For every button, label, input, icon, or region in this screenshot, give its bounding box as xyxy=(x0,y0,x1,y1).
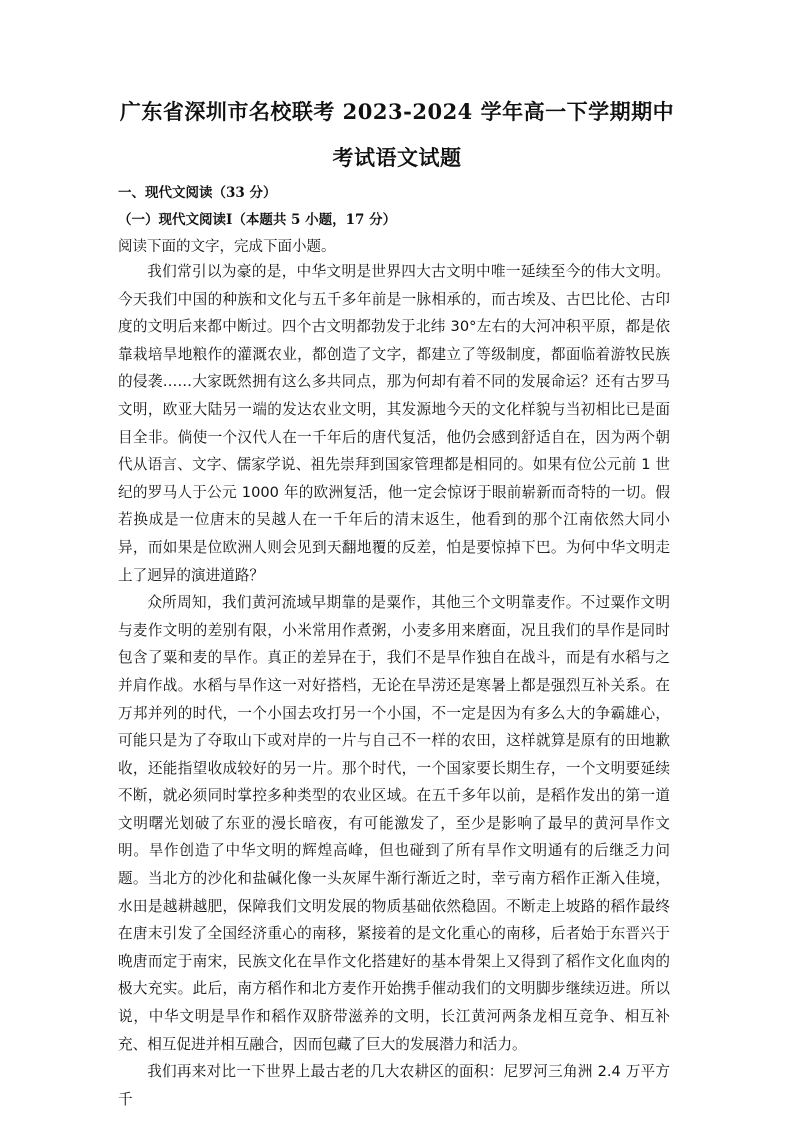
subsection-heading: （一）现代文阅读Ⅰ（本题共 5 小题，17 分） xyxy=(118,212,397,228)
passage-paragraph: 众所周知，我们黄河流域早期靠的是粟作，其他三个文明靠麦作。不过粟作文明与麦作文明的差别有限，小米常用作煮粥，小麦多用来磨面，况且我们的旱作是同时包含了粟和麦的旱作。真正的差异在于，我们不是旱作独自在战斗，而是有水稻与之并肩作战。水稻与旱作这一对好搭档，无论在旱涝还是寒暑上都是强烈互补关系。在万邦并列的时代，一个小国去攻打另一个小国，不一定是因为有多么大的争霸雄心，可能只是为了夺取山下或对岸的一片与自己不一样的农田，这样就算是原有的田地歉收，还能指望收成较好的另一片。那个时代，一个国家要长期生存，一个文明要延续不断，就必须同时掌控多种类型的农业区域。在五千多年以前，是稻作发出的第一道文明曙光划破了东亚的漫长暗夜，有可能激发了，至少是影响了最早的黄河旱作文明。旱作创造了中华文明的辉煌高峰，但也碰到了所有旱作文明通有的后继乏力问题。当北方的沙化和盐碱化像一头灰犀牛渐行渐近之时，幸亏南方稻作正渐入佳境，水田是越耕越肥，保障我们文明发展的物质基础依然稳固。不断走上坡路的稻作最终在唐末引发了全国经济重心的南移，紧接着的是文化重心的南移，后者始于东晋兴于晚唐而定于南宋，民族文化在旱作文化搭建好的基本骨架上又得到了稻作文化血肉的极大充实。此后，南方稻作和北方麦作开始携手催动我们的文明脚步继续迈进。所以说，中华文明是旱作和稻作双脐带滋养的文明，长江黄河两条龙相互竞争、相互补充、相互促进并相互融合，因而包藏了巨大的发展潜力和活力。 xyxy=(118,594,670,1053)
passage-paragraph: 我们常引以为豪的是，中华文明是世界四大古文明中唯一延续至今的伟大文明。今天我们中国的种族和文化与五千多年前是一脉相承的，而古埃及、古巴比伦、古印度的文明后来都中断过。四个古文明都勃发于北纬 30°左右的大河冲积平原，都是依靠栽培旱地粮作的灌溉农业，都创造了文字，都建立了等级制度，都面临着游牧民族的侵袭……大家既然拥有这么多共同点，那为何却有着不同的发展命运？还有古罗马文明，欧亚大陆另一端的发达农业文明，其发源地今天的文化样貌与当初相比已是面目全非。倘使一个汉代人在一千年后的唐代复活，他仍会感到舒适自在，因为两个朝代从语言、文字、儒家学说、祖先崇拜到国家管理都是相同的。如果有位公元前 1 世纪的罗马人于公元 1000 年的欧洲复活，他一定会惊讶于眼前崭新而奇特的一切。假若换成是一位唐末的吴越人在一千年后的清末返生，他看到的那个江南依然大同小异，而如果是位欧洲人则会见到天翻地覆的反差，怕是要惊掉下巴。为何中华文明走上了迥异的演进道路？ xyxy=(118,263,670,584)
passage-body xyxy=(118,258,670,1113)
reading-instruction: 阅读下面的文字，完成下面小题。 xyxy=(118,239,336,255)
passage-paragraph: 我们再来对比一下世界上最古老的几大农耕区的面积：尼罗河三角洲 2.4 万平方千 xyxy=(118,1063,670,1108)
document-title-line2: 考试语文试题 xyxy=(332,145,462,170)
section-heading: 一、现代文阅读（33 分） xyxy=(118,185,277,201)
document-title-line1: 广东省深圳市名校联考 2023-2024 学年高一下学期期中 xyxy=(119,99,675,124)
